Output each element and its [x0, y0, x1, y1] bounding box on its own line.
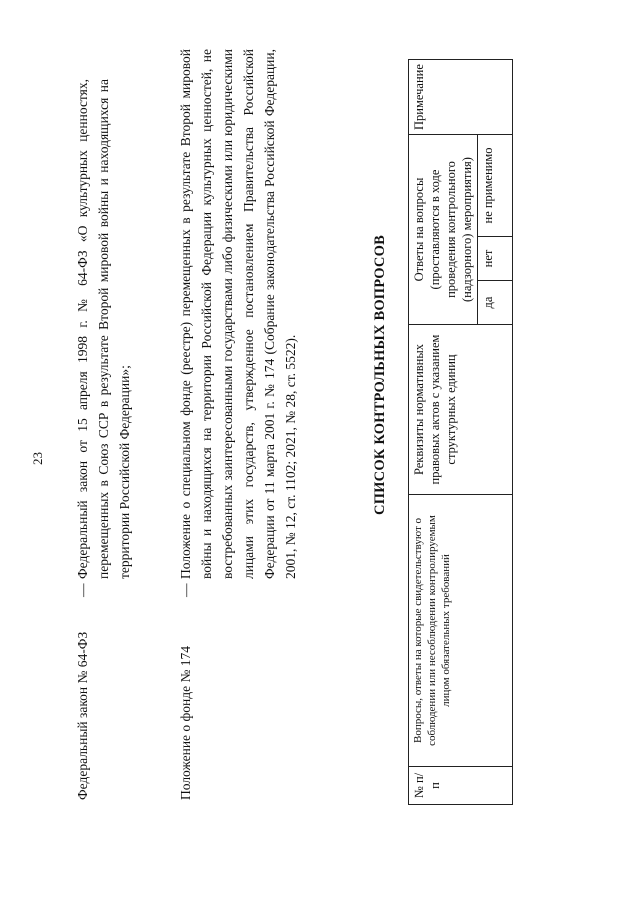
section-title: СПИСОК КОНТРОЛЬНЫХ ВОПРОСОВ [372, 235, 388, 515]
page-number: 23 [30, 452, 45, 465]
reference-dash: — [75, 583, 90, 597]
header-not-applicable: не применимо [478, 135, 513, 237]
reference-text: Федеральный закон от 15 апреля 1998 г. № 64-ФЗ «О культурных ценностях, перемещенных в Союз ССР в результате Второй мировой войны и находящихся на территории Российской Федерации»; [75, 79, 132, 579]
header-no: нет [478, 237, 513, 281]
header-number: № п/п [409, 767, 513, 805]
reference-dash: — [178, 583, 193, 597]
reference-term: Положение о фонде № 174 [178, 645, 193, 800]
header-yes: да [478, 281, 513, 325]
reference-text: Положение о специальном фонде (реестре) перемещенных в результате Второй мировой войны и находящихся на территории Российской Федерации культурных ценностей, не востребованных заинтересованными государствами либо физическими или юридическими лицами этих государств, утвержденное постановлением Правительства Российской Федерации от 11 марта 2001 г. № 174 (Собрание законодательства Российской Федерации, 2001, № 12, ст. 1102; 2021, № 28, ст. 5522). [178, 49, 298, 579]
header-answers: Ответы на вопросы (проставляются в ходе проведения контрольного (надзорного) мероприятия) [409, 135, 478, 325]
header-note: Примечание [409, 60, 513, 135]
table-header-row [409, 60, 478, 805]
checklist-table [408, 59, 513, 805]
reference-term: Федеральный закон № 64-ФЗ [75, 631, 90, 800]
header-questions: Вопросы, ответы на которые свидетельствуют о соблюдении или несоблюдении контролируемым лицом обязательных требований [409, 495, 513, 767]
header-requisites: Реквизиты нормативных правовых актов с указанием структурных единиц [409, 325, 513, 495]
